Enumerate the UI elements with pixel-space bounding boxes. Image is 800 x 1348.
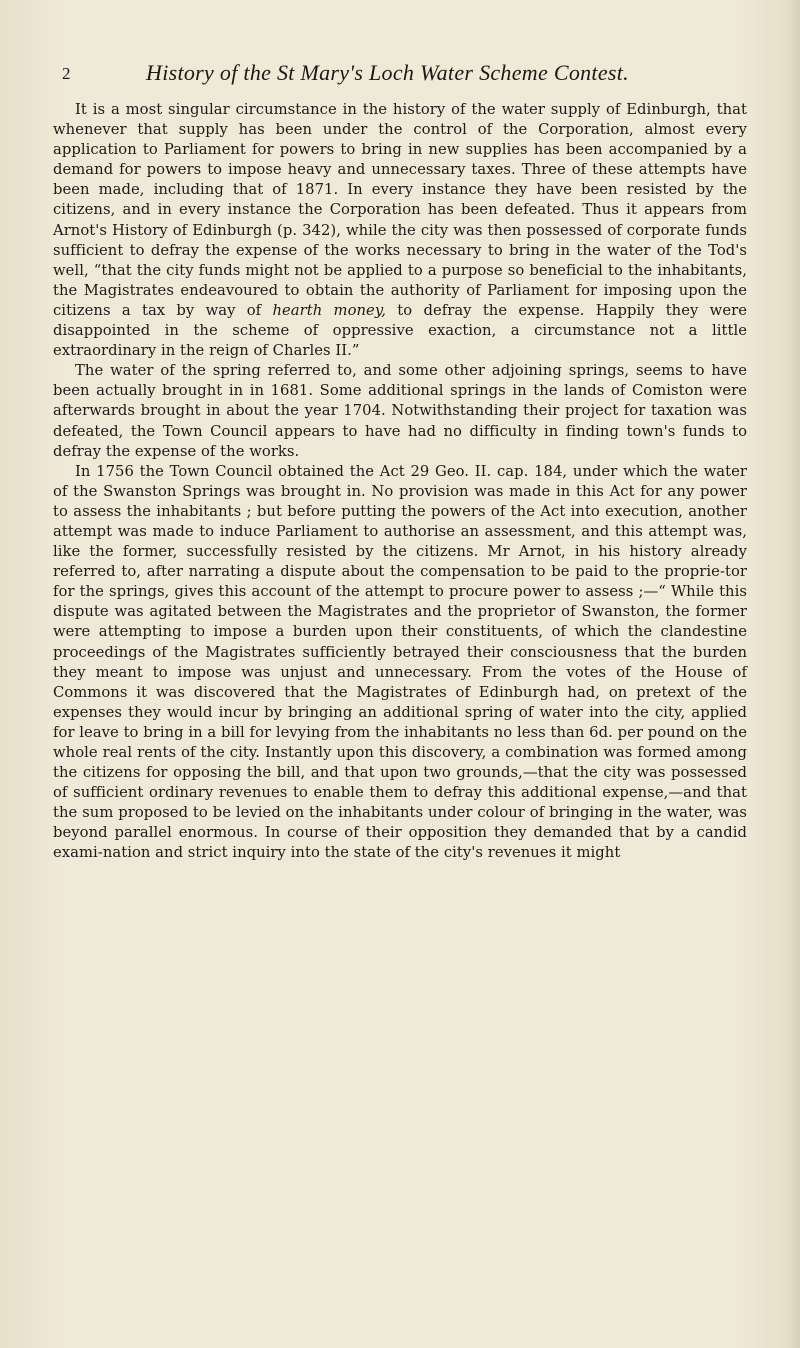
body-text bbox=[53, 100, 747, 864]
paragraph-2-text: The water of the spring referred to, and some other adjoining springs, seems to have been actually brought in in 1681. Some additional springs in the lands of Comiston were afterwards brought in about the year 1704. Notwithstanding their project for taxation was defeated, the Town Council appears to have had no difficulty in finding town's funds to defray the expense of the works. bbox=[53, 362, 747, 460]
running-head bbox=[62, 60, 752, 90]
paragraph-3-text: In 1756 the Town Council obtained the Act 29 Geo. II. cap. 184, under which the water of the Swanston Springs was brought in. No provision was made in this Act for any power to assess the inhabitants ; but before putting the powers of the Act into execution, another attempt was made to induce Parliament to authorise an assessment, and this attempt was, like the former, successfully resisted by the citizens. Mr Arnot, in his history already referred to, after narrating a dispute about the compensation to be paid to the proprie-tor for the springs, gives this account of the attempt to procure power to assess ;—“ While this dispute was agitated between the Magistrates and the proprietor of Swanston, the former were attempting to impose a burden upon their constituents, of which the clandestine proceedings of the Magistrates sufficiently betrayed their consciousness that the burden they meant to impose was unjust and unnecessary. From the votes of the House of Commons it was discovered that the Magistrates of Edinburgh had, on pretext of the expenses they would incur by bringing an additional spring of water into the city, applied for leave to bring in a bill for levying from the inhabitants no less than 6d. per pound on the whole real rents of the city. Instantly upon this discovery, a combination was formed among the citizens for opposing the bill, and that upon two grounds,—that the city was possessed of sufficient ordinary revenues to enable them to defray this additional expense,—and that the sum proposed to be levied on the inhabitants under colour of bringing in the water, was beyond parallel enormous. In course of their opposition they demanded that by a candid exami-nation and strict inquiry into the state of the city's revenues it might bbox=[53, 462, 747, 862]
page-edge-shadow bbox=[786, 0, 800, 1348]
paragraph-2 bbox=[53, 361, 747, 461]
running-title: History of the St Mary's Loch Water Scheme Contest. bbox=[146, 60, 629, 85]
paragraph-1-italic: hearth money, bbox=[272, 301, 386, 319]
paragraph-1-text-b: to defray the expense. Happily they were disappointed in the scheme of oppressive exaction, a circumstance not a little extraordinary in the reign of Charles II.” bbox=[53, 301, 747, 360]
paragraph-1-text-a: It is a most singular circumstance in the history of the water supply of Edinburgh, that whenever that supply has been under the control of the Corporation, almost every application to Parliament for powers to bring in new supplies has been accompanied by a demand for powers to impose heavy and unnecessary taxes. Three of these attempts have been made, including that of 1871. In every instance they have been resisted by the citizens, and in every instance the Corporation has been defeated. Thus it appears from Arnot's History of Edinburgh (p. 342), while the city was then possessed of corporate funds sufficient to defray the expense of the works necessary to bring in the water of the Tod's well, “that the city funds might not be applied to a purpose so beneficial to the inhabitants, the Magistrates endeavoured to obtain the authority of Parliament for imposing upon the citizens a tax by way of bbox=[53, 101, 747, 319]
paragraph-1 bbox=[53, 100, 747, 361]
page-number: 2 bbox=[62, 64, 71, 83]
paragraph-3 bbox=[53, 462, 747, 864]
